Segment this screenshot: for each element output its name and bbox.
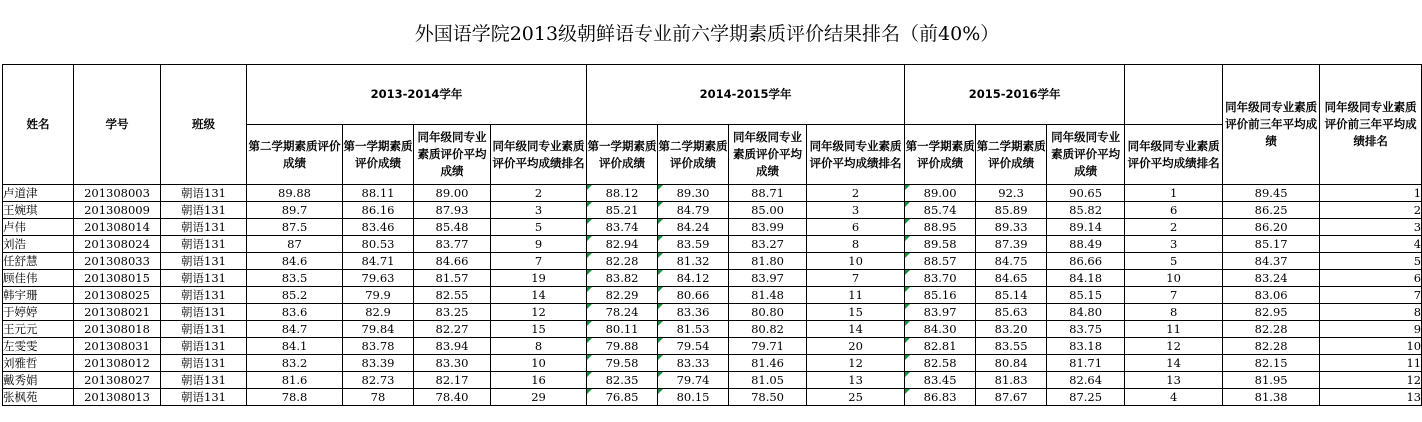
cell-score: 83.94 [414,338,491,355]
cell-three-year-rank: 4 [1320,236,1422,253]
header-y2-col: 第二学期素质评价成绩 [658,125,729,185]
cell-rank: 14 [807,321,905,338]
table-row [3,253,1422,270]
cell-score: 83.82 [587,270,658,287]
cell-score: 80.84 [976,355,1047,372]
cell-score: 79.54 [658,338,729,355]
cell-score: 89.30 [658,185,729,202]
cell-score: 84.75 [976,253,1047,270]
cell-name: 卢伟 [3,219,74,236]
cell-three-year-rank: 2 [1320,202,1422,219]
cell-name: 卢道津 [3,185,74,202]
cell-rank: 3 [1125,236,1223,253]
cell-score: 83.46 [343,219,414,236]
cell-rank: 12 [1125,338,1223,355]
header-y2-col: 同年级同专业素质评价平均成绩排名 [807,125,905,185]
cell-score: 89.58 [905,236,976,253]
cell-rank: 2 [491,185,587,202]
cell-student-id: 201308014 [74,219,161,236]
cell-rank: 29 [491,389,587,406]
cell-score: 83.45 [905,372,976,389]
sheet-title: 外国语学院2013级朝鲜语专业前六学期素质评价结果排名（前40%） [414,22,1000,45]
cell-three-year-average: 85.17 [1223,236,1320,253]
table-row [3,304,1422,321]
cell-three-year-average: 82.28 [1223,338,1320,355]
header-name: 姓名 [3,65,74,185]
table-row [3,389,1422,406]
cell-score: 82.81 [905,338,976,355]
cell-three-year-average: 86.20 [1223,219,1320,236]
cell-score: 89.00 [905,185,976,202]
cell-name: 张枫苑 [3,389,74,406]
cell-score: 83.27 [729,236,807,253]
cell-score: 83.55 [976,338,1047,355]
cell-three-year-average: 82.95 [1223,304,1320,321]
cell-rank: 8 [491,338,587,355]
cell-score: 87.25 [1047,389,1125,406]
cell-score: 89.7 [247,202,343,219]
cell-three-year-average: 81.38 [1223,389,1320,406]
cell-rank: 1 [1125,185,1223,202]
cell-three-year-average: 81.95 [1223,372,1320,389]
cell-score: 85.14 [976,287,1047,304]
cell-score: 87 [247,236,343,253]
cell-rank: 13 [1125,372,1223,389]
cell-student-id: 201308033 [74,253,161,270]
cell-score: 88.49 [1047,236,1125,253]
cell-class: 朝语131 [161,219,247,236]
ranking-table [2,64,1422,406]
header-y3-col: 第一学期素质评价成绩 [905,125,976,185]
cell-rank: 16 [491,372,587,389]
cell-score: 84.30 [905,321,976,338]
table-row [3,321,1422,338]
cell-name: 左雯雯 [3,338,74,355]
cell-score: 85.48 [414,219,491,236]
cell-rank: 4 [1125,389,1223,406]
cell-score: 84.24 [658,219,729,236]
cell-score: 83.39 [343,355,414,372]
table-row [3,372,1422,389]
header-class: 班级 [161,65,247,185]
cell-three-year-average: 82.15 [1223,355,1320,372]
cell-score: 84.79 [658,202,729,219]
cell-score: 85.74 [905,202,976,219]
cell-student-id: 201308027 [74,372,161,389]
header-year-2013-2014: 2013-2014学年 [247,65,587,125]
table-row [3,338,1422,355]
cell-score: 81.6 [247,372,343,389]
cell-rank: 10 [807,253,905,270]
cell-score: 86.83 [905,389,976,406]
cell-rank: 14 [491,287,587,304]
cell-score: 79.71 [729,338,807,355]
cell-score: 84.71 [343,253,414,270]
header-three-year-average: 同年级同专业素质评价前三年平均成绩 [1223,65,1320,185]
cell-score: 88.11 [343,185,414,202]
cell-score: 81.05 [729,372,807,389]
cell-score: 89.88 [247,185,343,202]
cell-three-year-average: 82.28 [1223,321,1320,338]
cell-score: 80.82 [729,321,807,338]
cell-score: 83.97 [729,270,807,287]
header-year-2014-2015: 2014-2015学年 [587,65,905,125]
cell-rank: 6 [807,219,905,236]
cell-score: 83.59 [658,236,729,253]
cell-rank: 7 [491,253,587,270]
cell-score: 83.36 [658,304,729,321]
cell-score: 83.77 [414,236,491,253]
cell-score: 83.78 [343,338,414,355]
cell-class: 朝语131 [161,202,247,219]
cell-score: 81.80 [729,253,807,270]
cell-three-year-rank: 9 [1320,321,1422,338]
cell-score: 84.1 [247,338,343,355]
cell-score: 78.50 [729,389,807,406]
cell-rank: 8 [1125,304,1223,321]
cell-score: 81.48 [729,287,807,304]
cell-rank: 7 [807,270,905,287]
cell-name: 戴秀娟 [3,372,74,389]
cell-rank: 3 [807,202,905,219]
cell-score: 82.55 [414,287,491,304]
cell-score: 85.63 [976,304,1047,321]
table-row [3,355,1422,372]
header-y1-col: 同年级同专业素质评价平均成绩 [414,125,491,185]
cell-score: 87.67 [976,389,1047,406]
cell-score: 82.73 [343,372,414,389]
cell-three-year-average: 84.37 [1223,253,1320,270]
cell-three-year-average: 89.45 [1223,185,1320,202]
cell-student-id: 201308015 [74,270,161,287]
cell-score: 83.97 [905,304,976,321]
cell-score: 87.93 [414,202,491,219]
cell-score: 82.58 [905,355,976,372]
header-y1-col: 第一学期素质评价成绩 [343,125,414,185]
table-row [3,185,1422,202]
cell-name: 韩宇珊 [3,287,74,304]
cell-three-year-rank: 13 [1320,389,1422,406]
cell-rank: 15 [491,321,587,338]
cell-student-id: 201308021 [74,304,161,321]
header-three-year-rank: 同年级同专业素质评价前三年平均成绩排名 [1320,65,1422,185]
cell-three-year-average: 83.06 [1223,287,1320,304]
cell-rank: 20 [807,338,905,355]
cell-three-year-rank: 1 [1320,185,1422,202]
cell-score: 85.21 [587,202,658,219]
cell-rank: 12 [491,304,587,321]
cell-score: 78 [343,389,414,406]
cell-student-id: 201308024 [74,236,161,253]
cell-score: 78.24 [587,304,658,321]
cell-rank: 12 [807,355,905,372]
cell-score: 84.80 [1047,304,1125,321]
cell-rank: 8 [807,236,905,253]
cell-name: 顾佳伟 [3,270,74,287]
cell-score: 79.84 [343,321,414,338]
cell-rank: 15 [807,304,905,321]
cell-score: 85.00 [729,202,807,219]
cell-score: 83.70 [905,270,976,287]
cell-class: 朝语131 [161,185,247,202]
cell-rank: 13 [807,372,905,389]
cell-score: 79.58 [587,355,658,372]
cell-score: 80.80 [729,304,807,321]
cell-rank: 7 [1125,287,1223,304]
cell-score: 89.00 [414,185,491,202]
cell-rank: 2 [807,185,905,202]
cell-score: 82.64 [1047,372,1125,389]
cell-rank: 10 [1125,270,1223,287]
header-student-id: 学号 [74,65,161,185]
cell-student-id: 201308009 [74,202,161,219]
cell-name: 王婉琪 [3,202,74,219]
cell-score: 88.57 [905,253,976,270]
cell-rank: 14 [1125,355,1223,372]
cell-student-id: 201308018 [74,321,161,338]
cell-score: 88.95 [905,219,976,236]
cell-score: 82.28 [587,253,658,270]
cell-three-year-rank: 5 [1320,253,1422,270]
cell-three-year-rank: 12 [1320,372,1422,389]
cell-score: 84.18 [1047,270,1125,287]
header-year-2015-2016: 2015-2016学年 [905,65,1125,125]
cell-student-id: 201308003 [74,185,161,202]
cell-class: 朝语131 [161,321,247,338]
table-row [3,202,1422,219]
cell-score: 82.17 [414,372,491,389]
cell-rank: 25 [807,389,905,406]
cell-score: 76.85 [587,389,658,406]
header-y1-col: 第二学期素质评价成绩 [247,125,343,185]
header-y1-col: 同年级同专业素质评价平均成绩排名 [491,125,587,185]
cell-score: 81.32 [658,253,729,270]
cell-score: 78.40 [414,389,491,406]
cell-three-year-rank: 8 [1320,304,1422,321]
cell-three-year-rank: 3 [1320,219,1422,236]
header-y3-col: 第二学期素质评价成绩 [976,125,1047,185]
cell-score: 87.5 [247,219,343,236]
cell-three-year-rank: 7 [1320,287,1422,304]
cell-rank: 9 [491,236,587,253]
header-y3-col: 同年级同专业素质评价平均成绩 [1047,125,1125,185]
cell-score: 82.29 [587,287,658,304]
cell-score: 83.18 [1047,338,1125,355]
cell-score: 90.65 [1047,185,1125,202]
cell-class: 朝语131 [161,304,247,321]
cell-score: 83.6 [247,304,343,321]
cell-student-id: 201308013 [74,389,161,406]
cell-score: 80.66 [658,287,729,304]
cell-score: 80.15 [658,389,729,406]
cell-score: 84.65 [976,270,1047,287]
cell-rank: 10 [491,355,587,372]
cell-rank: 11 [807,287,905,304]
cell-score: 79.74 [658,372,729,389]
header-y3-col: 同年级同专业素质评价平均成绩排名 [1125,125,1223,185]
cell-class: 朝语131 [161,270,247,287]
table-row [3,287,1422,304]
cell-rank: 19 [491,270,587,287]
cell-name: 刘雅哲 [3,355,74,372]
table-row [3,270,1422,287]
cell-score: 89.33 [976,219,1047,236]
cell-score: 85.82 [1047,202,1125,219]
header-y2-col: 第一学期素质评价成绩 [587,125,658,185]
cell-rank: 11 [1125,321,1223,338]
cell-score: 78.8 [247,389,343,406]
cell-rank: 2 [1125,219,1223,236]
cell-score: 84.12 [658,270,729,287]
cell-three-year-average: 86.25 [1223,202,1320,219]
table-body [3,185,1422,406]
cell-score: 82.35 [587,372,658,389]
cell-class: 朝语131 [161,338,247,355]
header-y2-col: 同年级同专业素质评价平均成绩 [729,125,807,185]
cell-score: 85.2 [247,287,343,304]
cell-score: 79.88 [587,338,658,355]
cell-student-id: 201308012 [74,355,161,372]
cell-score: 84.7 [247,321,343,338]
cell-score: 83.75 [1047,321,1125,338]
cell-score: 83.25 [414,304,491,321]
cell-score: 83.33 [658,355,729,372]
cell-score: 81.83 [976,372,1047,389]
cell-score: 85.15 [1047,287,1125,304]
cell-score: 82.9 [343,304,414,321]
cell-name: 于婷婷 [3,304,74,321]
cell-three-year-rank: 11 [1320,355,1422,372]
cell-score: 81.46 [729,355,807,372]
cell-three-year-average: 83.24 [1223,270,1320,287]
header-year3-blank [1125,65,1223,125]
cell-score: 81.53 [658,321,729,338]
cell-score: 79.9 [343,287,414,304]
cell-score: 88.12 [587,185,658,202]
cell-score: 84.66 [414,253,491,270]
cell-class: 朝语131 [161,287,247,304]
cell-score: 83.2 [247,355,343,372]
cell-rank: 5 [491,219,587,236]
cell-name: 任舒慧 [3,253,74,270]
cell-score: 81.71 [1047,355,1125,372]
cell-score: 87.39 [976,236,1047,253]
cell-class: 朝语131 [161,389,247,406]
cell-score: 83.99 [729,219,807,236]
table-row [3,219,1422,236]
cell-class: 朝语131 [161,253,247,270]
cell-score: 92.3 [976,185,1047,202]
cell-three-year-rank: 10 [1320,338,1422,355]
cell-score: 86.66 [1047,253,1125,270]
cell-class: 朝语131 [161,236,247,253]
cell-name: 刘浩 [3,236,74,253]
cell-rank: 3 [491,202,587,219]
cell-score: 83.30 [414,355,491,372]
cell-score: 80.11 [587,321,658,338]
cell-score: 79.63 [343,270,414,287]
cell-name: 王元元 [3,321,74,338]
cell-score: 82.27 [414,321,491,338]
cell-score: 80.53 [343,236,414,253]
cell-score: 83.5 [247,270,343,287]
cell-score: 83.20 [976,321,1047,338]
cell-score: 86.16 [343,202,414,219]
cell-score: 89.14 [1047,219,1125,236]
cell-score: 88.71 [729,185,807,202]
cell-class: 朝语131 [161,372,247,389]
cell-score: 85.16 [905,287,976,304]
cell-score: 85.89 [976,202,1047,219]
cell-student-id: 201308031 [74,338,161,355]
cell-score: 81.57 [414,270,491,287]
cell-rank: 6 [1125,202,1223,219]
table-row [3,236,1422,253]
cell-score: 84.6 [247,253,343,270]
cell-rank: 5 [1125,253,1223,270]
cell-three-year-rank: 6 [1320,270,1422,287]
cell-score: 82.94 [587,236,658,253]
cell-class: 朝语131 [161,355,247,372]
cell-student-id: 201308025 [74,287,161,304]
cell-score: 83.74 [587,219,658,236]
